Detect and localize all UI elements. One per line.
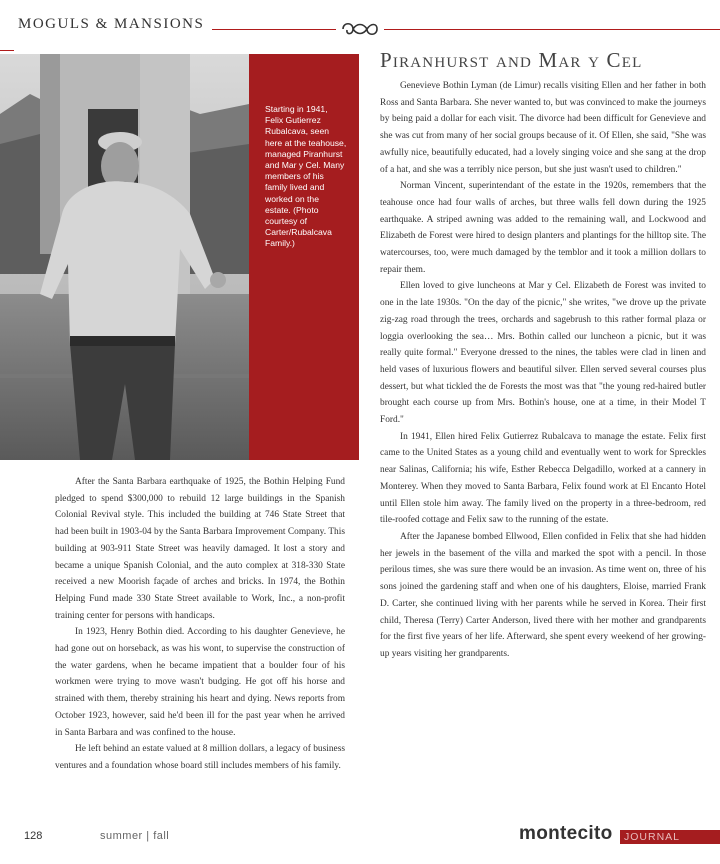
photo-caption: Starting in 1941, Felix Gutierrez Rubalcava, seen here at the teahouse, managed Piranhurst and Mar y Cel. Many members of his family lived and worked on the estate. (Photo courtesy of Carter/Rubalcava Family.) [265, 104, 347, 249]
series-title: MOGULS & MANSIONS [18, 16, 205, 32]
header-rule-left [212, 29, 336, 30]
brand-suffix: JOURNAL [624, 831, 681, 843]
left-rule [0, 50, 14, 51]
archival-photo [0, 54, 249, 460]
page-number: 128 [24, 830, 43, 842]
photo-illustration [0, 54, 249, 460]
paragraph: Ellen loved to give luncheons at Mar y Cel. Elizabeth de Forest was invited to one in the late 1930s. "On the day of the picnic," she writes, "we drove up the private zig-zag road through the trees, orchards and sagebrush to this rather formal plaza or loggia overlooking the sea… Mrs. Bothin called our luncheon a picnic, but it was really quite formal." Everyone dressed to the nines, the tables were clad in linen and held vases of luxurious flowers and beautiful silver. Ellen served several courses plus dessert, but what tickled the de Forests the most was that "the young red-haired butler brought each course up from Mrs. Bothin's house, one at a time, in their Model T Ford." [380, 281, 706, 426]
issue-season: summer | fall [100, 830, 170, 842]
paragraph: After the Japanese bombed Ellwood, Ellen confided in Felix that she had hidden her jewels in the basement of the villa and marked the spot with a pencil. In those perilous times, she was sure there would be an invasion. As time went on, three of his sons joined the gardening staff and when one of his daughters, Eloise, married Frank D. Carter, she continued living with her parents while he served in Korea. Their first child, Theresa (Terry) Carter Anderson, lived there with her mother and grandparents for the first five years of her life. Afterward, she spent every weekend of her growing-up years visiting her grandparents. [380, 531, 706, 659]
right-column [380, 78, 706, 663]
header-rule-right [384, 29, 720, 30]
scroll-ornament-icon [339, 18, 381, 40]
page-footer [0, 820, 720, 864]
paragraph: In 1941, Ellen hired Felix Gutierrez Rubalcava to manage the estate. Felix first came to the United States as a young child and eventually went to work for Spreckles near Salinas, California; his wife, Esther Rebecca Delgadillo, worked at a cannery in Monterey. When they moved to Santa Barbara, Felix found work at El Encanto Hotel until Ellen stole him away. The family lived on the property in a three-bedroom, red tile-roofed cottage and Felix saw to the running of the estate. [380, 431, 706, 526]
paragraph: He left behind an estate valued at 8 million dollars, a legacy of business ventures and a foundation whose board still includes members of his family. [55, 744, 345, 771]
magazine-brand: montecito [519, 823, 613, 844]
paragraph: Genevieve Bothin Lyman (de Limur) recalls visiting Ellen and her father in both Ross and Santa Barbara. She never wanted to, but was convinced to make the journeys by being paid a dollar for each visit. The divorce had been difficult for Genevieve and she was cut from many of her social groups because of it. Of Ellen, she said, "She was awfully nice, beautifully educated, had a lovely singing voice and she sang at the drop of a hat, and she was a terribly nice person, but she just wasn't used to children." [380, 81, 706, 175]
left-column [55, 474, 345, 775]
paragraph: In 1923, Henry Bothin died. According to his daughter Genevieve, he had gone out on horseback, as was his wont, to supervise the construction of the water gardens, when he became impatient that a boulder four of his workmen were trying to move wasn't budging. He got off his horse and strained with them, thereby straining his heart and dying. News reports from October 1923, however, said he'd been ill for the past year when he arrived in Santa Barbara and was confined to the house. [55, 627, 345, 738]
article-title: Piranhurst and Mar y Cel [380, 48, 643, 72]
paragraph: After the Santa Barbara earthquake of 1925, the Bothin Helping Fund pledged to spend $300,000 to rebuild 12 large buildings in the Spanish Colonial Revival style. This included the building at 746 State Street that had been built in 1903-04 by the Santa Barbara Improvement Company. This building at 903-911 State Street was heavily damaged. It lost a story and became a unique Spanish Colonial, and the auto complex at 318-330 State received a new Moorish façade of arches and bricks. In 1974, the Bothin Helping Fund made 330 State Street available to Work, Inc., a non-profit training center for persons with handicaps. [55, 477, 345, 621]
paragraph: Norman Vincent, superintendant of the estate in the 1920s, remembers that the teahouse once had four walls of arches, but three walls fell down during the 1925 earthquake. A striped awning was added to the remaining wall, and Lockwood and Elizabeth de Forest were hired to design planters and plantings for the hilltop site. The watercourses, too, were much damaged by the temblor and it took a million dollars to repair them. [380, 181, 706, 275]
page-header [0, 0, 720, 50]
